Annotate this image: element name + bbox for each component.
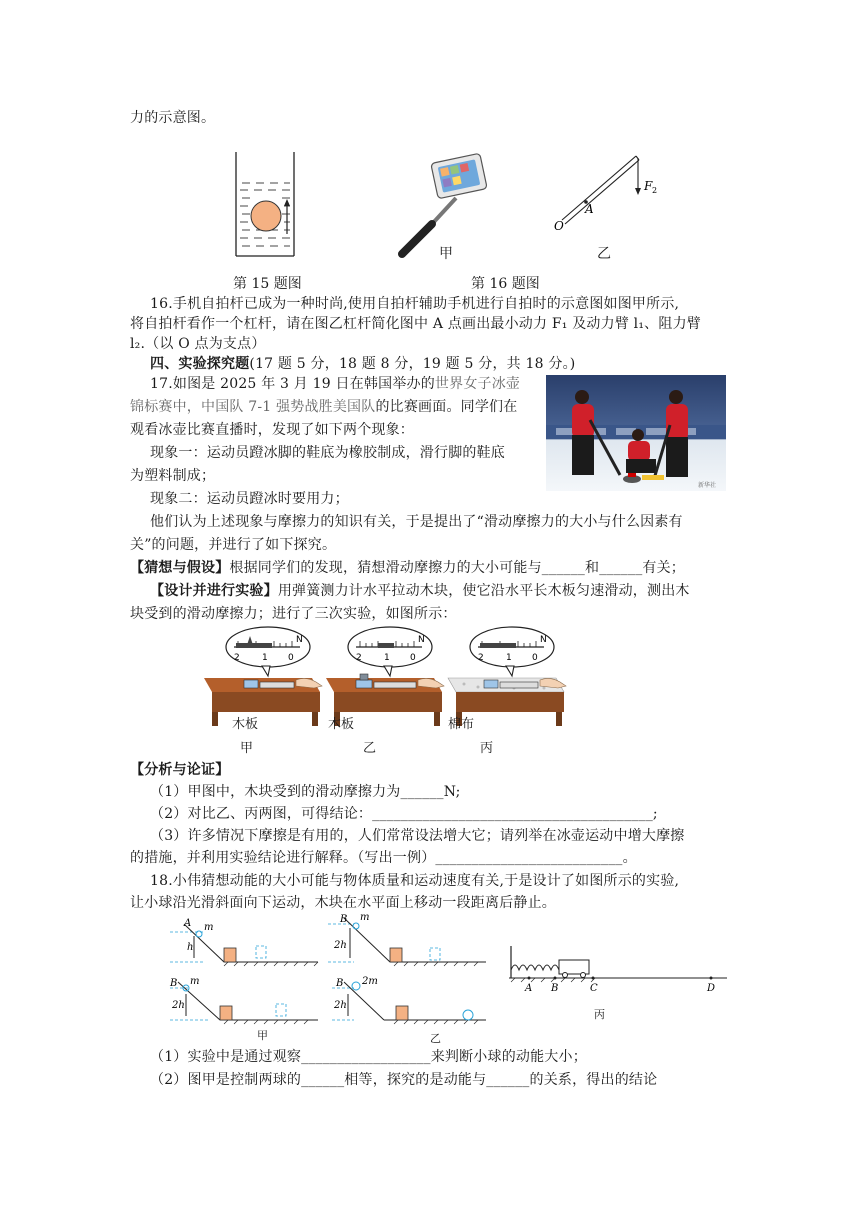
- continued-text: 力的示意图。: [130, 110, 216, 126]
- figure-15-container-diagram: [228, 150, 302, 260]
- fig18-bing-label: 丙: [594, 1008, 605, 1021]
- scale-N: N: [296, 635, 303, 645]
- figure-15-caption: 第 15 题图: [233, 276, 302, 292]
- label-A: A: [585, 202, 594, 216]
- section-4-heading: [150, 354, 575, 374]
- surface-label-bing: 棉布: [448, 717, 475, 732]
- fig18-m: m: [204, 922, 214, 933]
- figure-18-spring-cart: [505, 944, 735, 1004]
- section-4-detail: (17 题 5 分，18 题 8 分，19 题 5 分，共 18 分。): [249, 356, 576, 372]
- q17-line-8: 关”的问题，并进行了如下探究。: [130, 537, 337, 553]
- fig18-A: A: [184, 918, 192, 929]
- q18-line-1: 18.小伟猜想动能的大小可能与物体质量和运动速度有关,于是设计了如图所示的实验,: [150, 873, 680, 889]
- fig18-2h: 2h: [334, 940, 347, 951]
- panel-label-yi: 乙: [363, 741, 377, 756]
- fig18-2h-3: 2h: [334, 1000, 347, 1011]
- experiment-text: 用弹簧测力计水平拉动木块，使它沿水平长木板匀速滑动，测出木: [277, 583, 690, 599]
- label-O: O: [554, 219, 564, 233]
- point-B: B: [551, 983, 559, 994]
- q17-line-2: [130, 397, 517, 417]
- fig18-B: B: [340, 914, 348, 925]
- scale-2: 2: [356, 653, 362, 663]
- fig18-2h-2: 2h: [172, 1000, 185, 1011]
- scale-0: 0: [532, 653, 538, 663]
- surface-label-yi: 木板: [328, 717, 355, 732]
- scale-N: N: [540, 635, 547, 645]
- curling-photo: [546, 375, 726, 491]
- analysis-q3-line-2: 的措施，并利用实验结论进行解释。（写出一例）__________________________。: [130, 850, 637, 866]
- surface-label-jia: 木板: [232, 717, 259, 732]
- fig18-B-3: B: [336, 978, 344, 989]
- q17-experiment-line-2: 块受到的滑动摩擦力；进行了三次实验，如图所示：: [130, 606, 457, 622]
- q17-line-7: 他们认为上述现象与摩擦力的知识有关，于是提出了“滑动摩擦力的大小与什么因素有: [150, 514, 683, 530]
- q18-question-1: （1）实验中是通过观察__________________来判断小球的动能大小；: [150, 1049, 587, 1065]
- point-D: D: [707, 983, 716, 994]
- fig18-jia-label: 甲: [257, 1029, 268, 1042]
- scale-0: 0: [410, 653, 416, 663]
- label-F-sub: 2: [652, 186, 658, 195]
- scale-1: 1: [384, 653, 390, 663]
- q17-line-6: 现象二：运动员蹬冰时要用力；: [150, 491, 349, 507]
- q17-line-1a: 17.如图是 2025 年 3 月 19 日在韩国举办的: [150, 376, 435, 392]
- q17-line-4: 现象一：运动员蹬冰脚的鞋底为橡胶制成，滑行脚的鞋底: [150, 445, 505, 461]
- q17-experiment: [150, 581, 690, 601]
- hypothesis-tag: 【猜想与假设】: [130, 560, 230, 576]
- q17-hypothesis: [130, 558, 685, 578]
- panel-label-bing: 丙: [480, 741, 494, 756]
- scale-1: 1: [262, 653, 268, 663]
- analysis-q2: （2）对比乙、丙两图，可得结论：_______________________________________;: [150, 806, 658, 822]
- q18-question-2: （2）图甲是控制两球的______相等，探究的是动能与______的关系，得出的结论: [150, 1072, 658, 1088]
- analysis-q1: （1）甲图中，木块受到的滑动摩擦力为______N;: [150, 784, 461, 800]
- q17-line-3: 观看冰壶比赛直播时，发现了如下两个现象：: [130, 422, 414, 438]
- q17-line-2b: 的比赛画面。同学们在: [375, 399, 518, 415]
- fig18-yi-label: 乙: [430, 1032, 441, 1045]
- label-F: F: [644, 179, 653, 193]
- fig18-m-2: m: [360, 912, 370, 923]
- scale-2: 2: [234, 653, 240, 663]
- panel-bing: [448, 627, 566, 726]
- hypothesis-text: 根据同学们的发现，猜想滑动摩擦力的大小可能与______和______有关；: [229, 560, 686, 576]
- section-4-title: 四、实验探究题: [150, 356, 250, 372]
- figure-16-lever-diagram: [548, 150, 668, 240]
- point-C: C: [590, 983, 598, 994]
- q18-line-2: 让小球沿光滑斜面向下运动，木块在水平面上移动一段距离后静止。: [130, 895, 556, 911]
- panel-label-jia: 甲: [240, 741, 254, 756]
- q16-line-3: l₂.（以 O 点为支点）: [130, 336, 266, 352]
- q17-line-1b: 世界女子冰壶: [434, 376, 521, 392]
- figure-16-yi-label: 乙: [597, 246, 611, 262]
- panel-yi: [326, 627, 444, 726]
- fig18-2m: 2m: [362, 976, 378, 987]
- scale-N: N: [418, 635, 425, 645]
- scale-0: 0: [288, 653, 294, 663]
- fig18-h: h: [187, 942, 194, 953]
- q17-line-1: [150, 374, 520, 394]
- analysis-tag: 【分析与论证】: [130, 762, 230, 778]
- figure-18-incline-diagrams: [168, 912, 498, 1030]
- scale-1: 1: [506, 653, 512, 663]
- point-A: A: [525, 983, 533, 994]
- figure-17-friction-experiment: [200, 622, 590, 752]
- q16-line-1: 16.手机自拍杆已成为一种时尚,使用自拍杆辅助手机进行自拍时的示意图如图甲所示,: [150, 296, 680, 312]
- experiment-tag: 【设计并进行实验】: [150, 583, 278, 599]
- figure-16-caption: 第 16 题图: [471, 276, 540, 292]
- q16-line-2: 将自拍杆看作一个杠杆，请在图乙杠杆简化图中 A 点画出最小动力 F₁ 及动力臂 l₁、阻力臂: [130, 316, 701, 332]
- fig18-m-3: m: [190, 976, 200, 987]
- panel-jia: [204, 627, 322, 726]
- q17-line-5: 为塑料制成；: [130, 468, 216, 484]
- photo-credit: 新华社: [698, 482, 717, 489]
- q17-line-2a: 锦标赛中，中国队 7-1 强势战胜美国队: [130, 399, 376, 415]
- figure-16-jia-label: 甲: [439, 246, 453, 262]
- fig18-B-2: B: [170, 978, 178, 989]
- scale-2: 2: [478, 653, 484, 663]
- analysis-q3-line-1: （3）许多情况下摩擦是有用的，人们常常设法增大它；请列举在冰壶运动中增大摩擦: [150, 828, 685, 844]
